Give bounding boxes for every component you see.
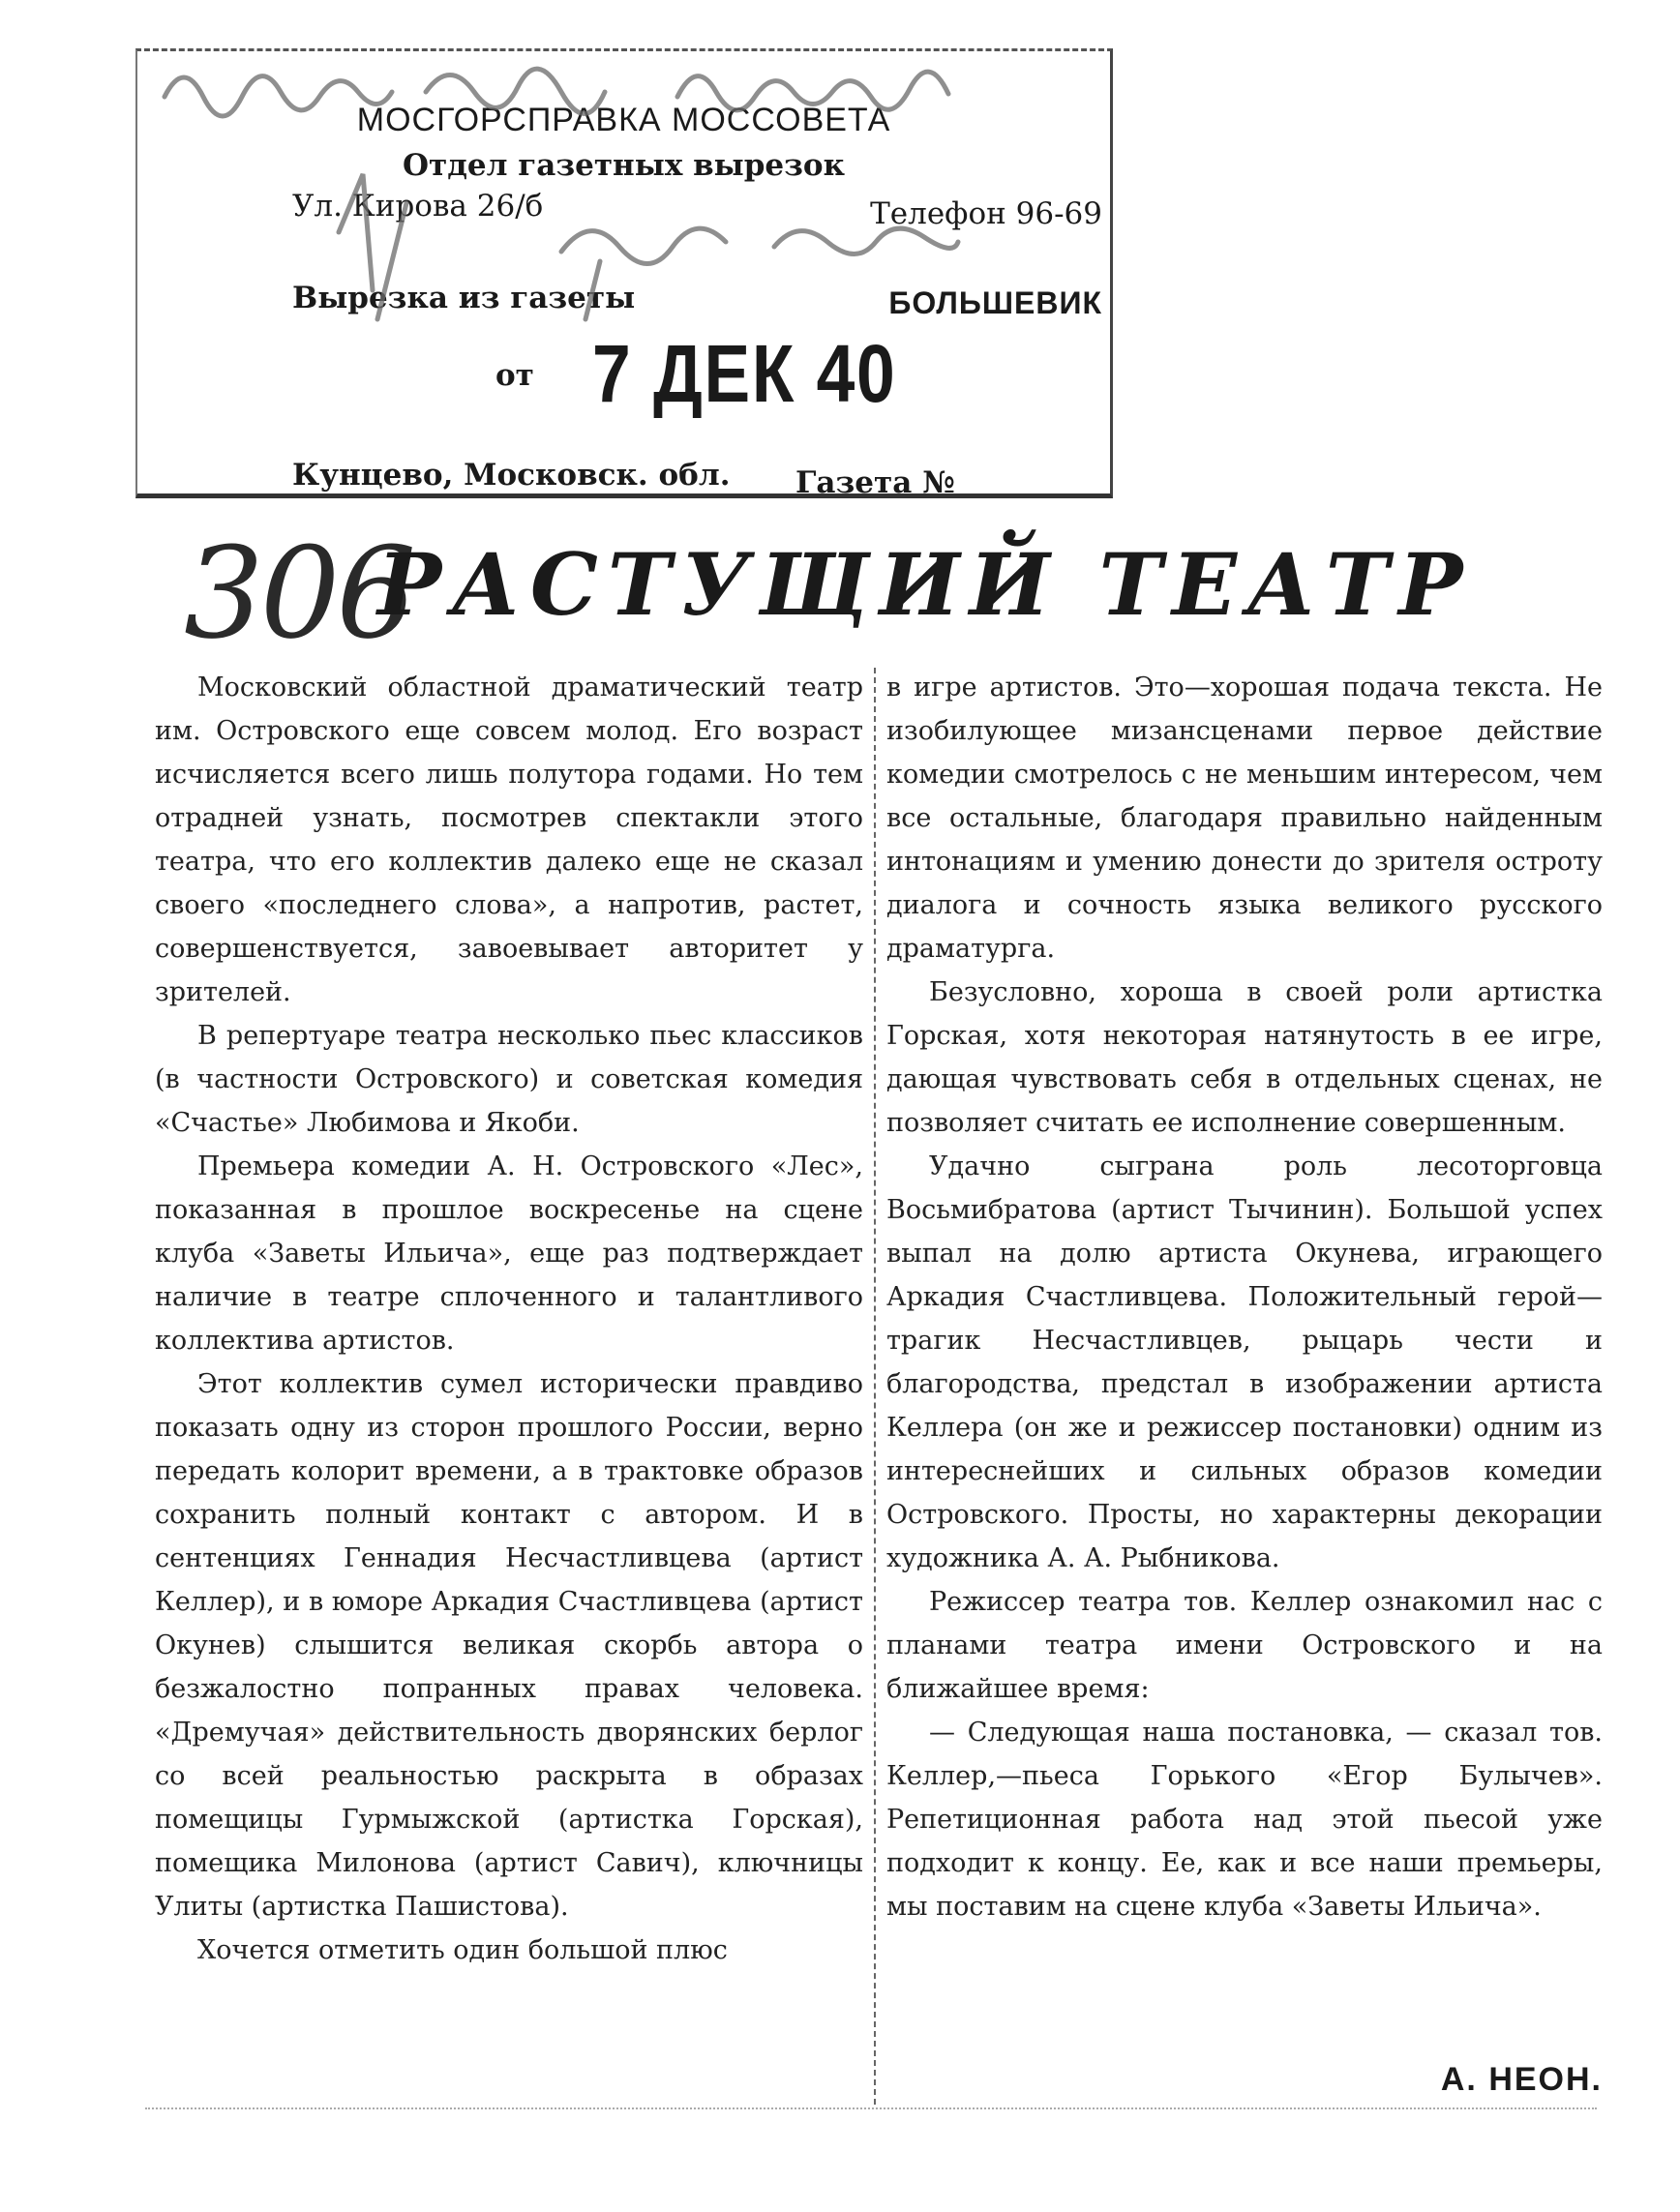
stamp-phone: Телефон 96-69 [870,196,1102,231]
paragraph: Безусловно, хороша в своей роли артистка Горская, хотя некоторая натянутость в ее игре, дающая чувствовать себя в отдельных сценах, не позволяет считать ее исполнение совершенным. [886,977,1603,1138]
clipping-bottom-edge [145,2107,1597,2109]
paragraph: Этот коллектив сумел исторически правдиво показать одну из сторон прошлого России, верно передать колорит времени, а в трактовке образов сохранить полный контакт с автором. И в сентенциях Геннадия Несчастливцева (артист Келлер), и в юморе Аркадия Счастливцева (артист Окунев) слышится великая скорбь автора о безжалостно попранных правах человека. «Дремучая» действительность дворянских берлог со всей реальностью раскрыта в образах помещицы Гурмыжской (артистка Горская), помещика Милонова (артист Савич), ключницы Улиты (артистка Пашистова). [155,1369,863,1922]
paragraph: Хочется отметить один большой плюс [197,1935,728,1965]
article-column-left [155,666,863,1972]
paragraph: Московский областной драматический театр им. Островского еще совсем молод. Его возраст исчисляется всего лишь полутора годами. Но тем отрадней узнать, посмотрев спектакли этого театра, что его коллектив далеко еще не сказал своего «последнего слова», а напротив, растет, совершенствуется, завоевывает авторитет у зрителей. [155,673,863,1007]
stamp-cutout-label: Вырезка из газеты [292,281,636,315]
column-divider [874,668,876,2105]
article-column-right [886,666,1603,1928]
pencil-handwriting [135,39,1123,368]
stamp-location: Кунцево, Московск. обл. [292,458,731,493]
paragraph: — Следующая наша постановка, — сказал тов. Келлер,—пьеса Горького «Егор Булычев». Репетиционная работа над этой пьесой уже подходит к концу. Ее, как и все наши премьеры, мы поставим на сцене клуба «Заветы Ильича». [886,1718,1603,1922]
stamp-title: МОСГОРСПРАВКА МОССОВЕТА [356,102,891,138]
stamp-address: Ул. Кирова 26/б [292,189,544,224]
paragraph: Удачно сыграна роль лесоторговца Восьмибратова (артист Тычинин). Большой успех выпал на долю артиста Окунева, играющего Аркадия Счастливцева. Положительный герой—трагик Несчастливцев, рыцарь чести и благородства, предстал в изображении артиста Келлера (он же и режиссер постановки) одним из интереснейших и сильных образов комедии Островского. Просты, но характерны декорации художника А. А. Рыбникова. [886,1151,1603,1573]
stamp-date: 7 ДЕК 40 [592,328,897,419]
handwritten-article-number: 306 [184,520,413,667]
paragraph: Премьера комедии А. Н. Островского «Лес», показанная в прошлое воскресенье на сцене клуба «Заветы Ильича», еще раз подтверждает наличие в театре сплоченного и талантливого коллектива артистов. [155,1151,863,1356]
stamp-department: Отдел газетных вырезок [403,148,845,183]
author-signature: А. НЕОН. [1440,2061,1603,2098]
paragraph: в игре артистов. Это—хорошая подача текста. Не изобилующее мизансценами первое действие комедии смотрелось с не меньшим интересом, чем все остальные, благодаря правильно найденным интонациям и умению донести до зрителя остроту диалога и сочность языка великого русского драматурга. [886,673,1603,964]
stamp-issue-label: Газета № [795,465,955,500]
paragraph: В репертуаре театра несколько пьес классиков (в частности Островского) и советская комедия «Счастье» Любимова и Якоби. [155,1021,863,1138]
stamp-from-label: от [495,358,534,393]
stamp-newspaper-name: БОЛЬШЕВИК [888,285,1102,320]
paragraph: Режиссер театра тов. Келлер ознакомил нас с планами театра имени Островского и на ближайшее время: [886,1587,1603,1704]
article-headline: РАСТУЩИЙ ТЕАТР [377,534,1473,635]
